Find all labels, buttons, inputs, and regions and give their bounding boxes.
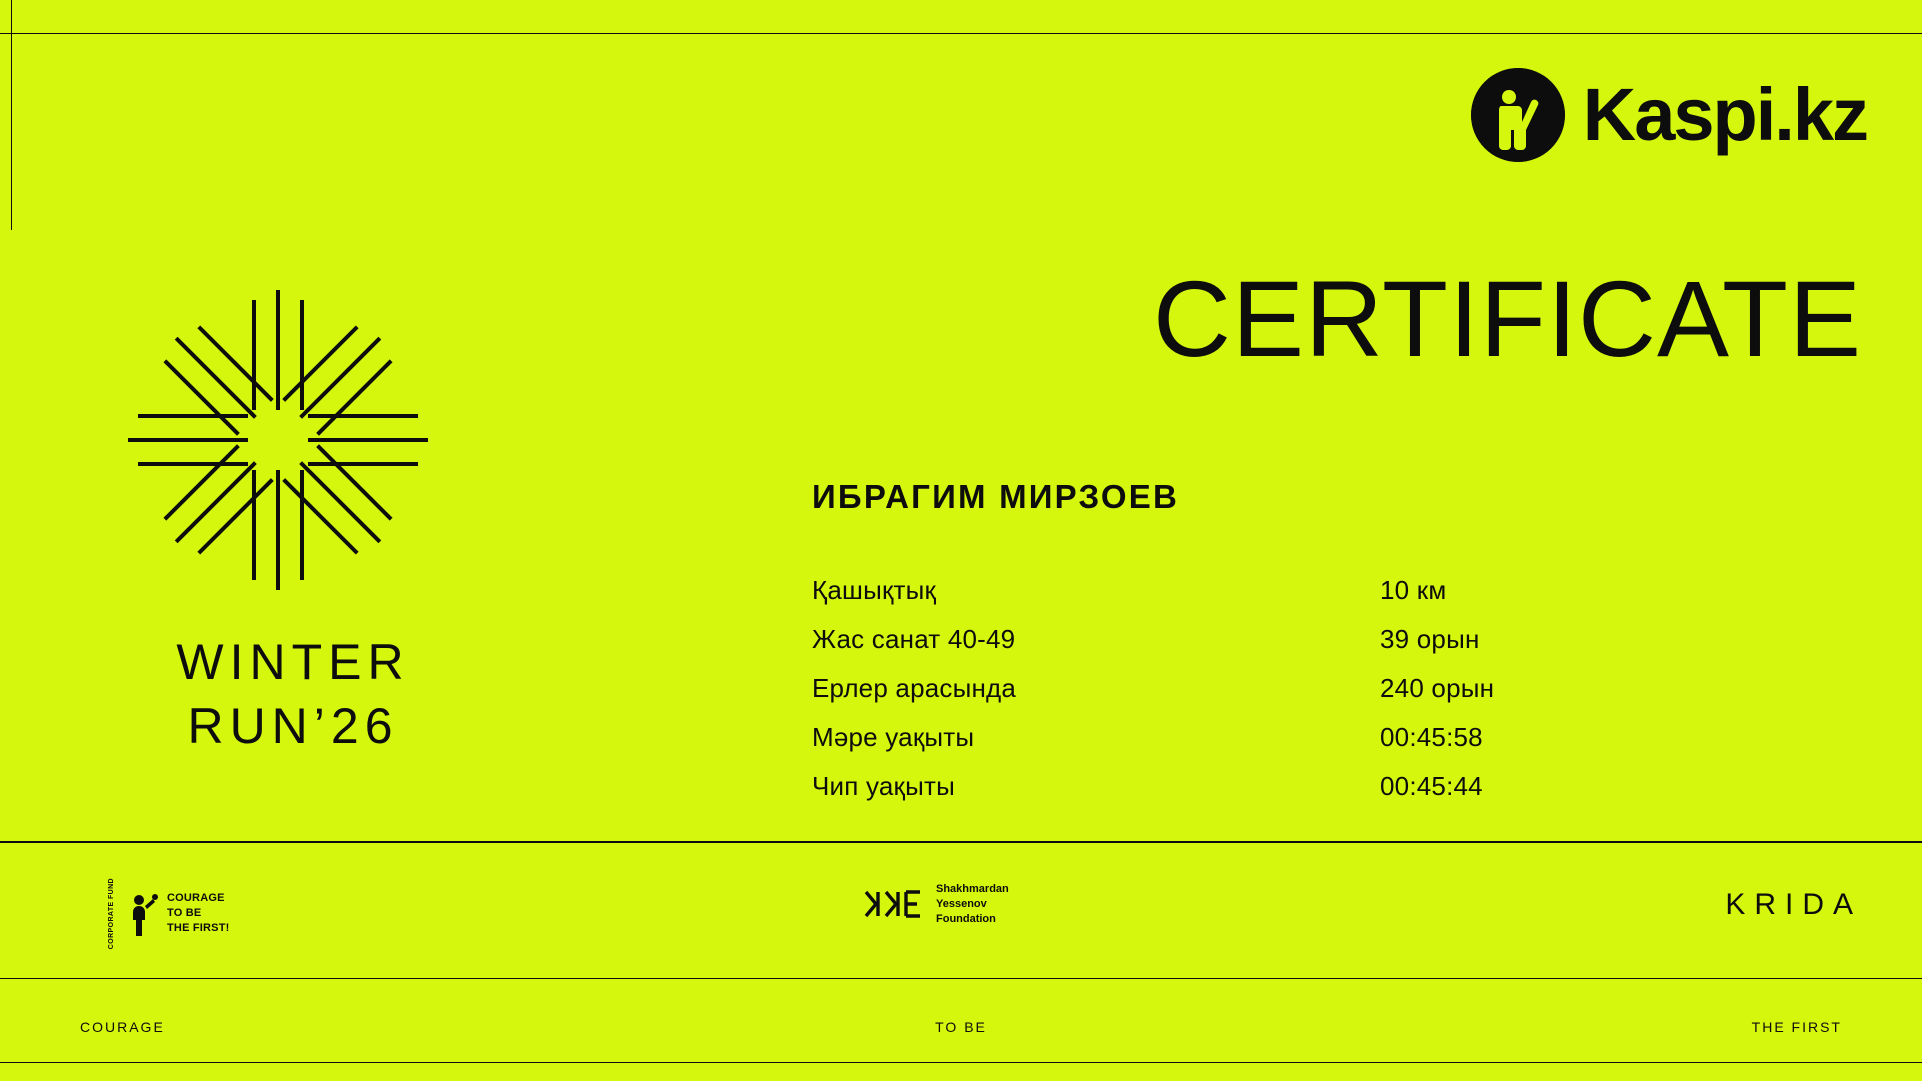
event-title (128, 630, 458, 758)
yessenov-line3: Foundation (936, 912, 996, 925)
divider-footer-bottom (0, 1062, 1922, 1063)
page-title: CERTIFICATE (1152, 258, 1862, 379)
divider-sponsors-top (0, 841, 1922, 843)
table-row (812, 771, 1592, 802)
sponsor-strip (0, 860, 1922, 975)
corporate-fund-text (167, 891, 230, 936)
divider-top (0, 33, 1922, 34)
corporate-fund-line3: THE FIRST! (167, 922, 230, 935)
corporate-fund-line2: TO BE (167, 907, 202, 920)
corporate-fund-arc-label: CORPORATE FUND (108, 878, 115, 950)
footer-right-text: THE FIRST (1751, 1019, 1842, 1035)
table-row (812, 722, 1592, 753)
yessenov-mark-icon (862, 886, 926, 922)
sponsor-yessenov-logo (862, 882, 1009, 927)
table-row (812, 575, 1592, 606)
result-label: Мәре уақыты (812, 722, 975, 752)
kaspi-logo (1471, 68, 1867, 162)
kaspi-wordmark: Kaspi.kz (1582, 73, 1867, 156)
event-title-line2: RUN’26 (187, 698, 399, 754)
corporate-fund-figure-icon (123, 891, 159, 937)
footer-left-text: COURAGE (80, 1019, 165, 1035)
divider-left-vertical (11, 0, 12, 230)
yessenov-line2: Yessenov (936, 897, 987, 910)
result-value: 10 км (1380, 575, 1447, 605)
result-label: Чип уақыты (812, 771, 955, 801)
sponsor-krida-logo: KRIDA (1725, 888, 1862, 921)
results-table (812, 575, 1592, 820)
result-label: Ерлер арасында (812, 673, 1017, 703)
yessenov-line1: Shakhmardan (936, 883, 1009, 895)
footer-tagline (0, 1012, 1922, 1042)
result-value: 00:45:58 (1380, 722, 1483, 752)
kaspi-mark-icon (1471, 68, 1565, 162)
result-label: Жас санат 40-49 (812, 624, 1016, 654)
footer-center-text: TO BE (935, 1019, 987, 1035)
result-label: Қашықтық (812, 575, 937, 605)
table-row (812, 673, 1592, 704)
result-value: 240 орын (1380, 673, 1495, 703)
winter-run-emblem-icon (128, 290, 428, 590)
athlete-name: ИБРАГИМ МИРЗОЕВ (812, 478, 1179, 515)
table-row (812, 624, 1592, 655)
sponsor-corporate-fund-logo (108, 878, 230, 949)
corporate-fund-line1: COURAGE (167, 892, 225, 905)
result-value: 00:45:44 (1380, 771, 1483, 801)
result-value: 39 орын (1380, 624, 1480, 654)
event-title-line1: WINTER (176, 634, 410, 690)
yessenov-text (936, 882, 1009, 927)
divider-footer-top (0, 978, 1922, 979)
